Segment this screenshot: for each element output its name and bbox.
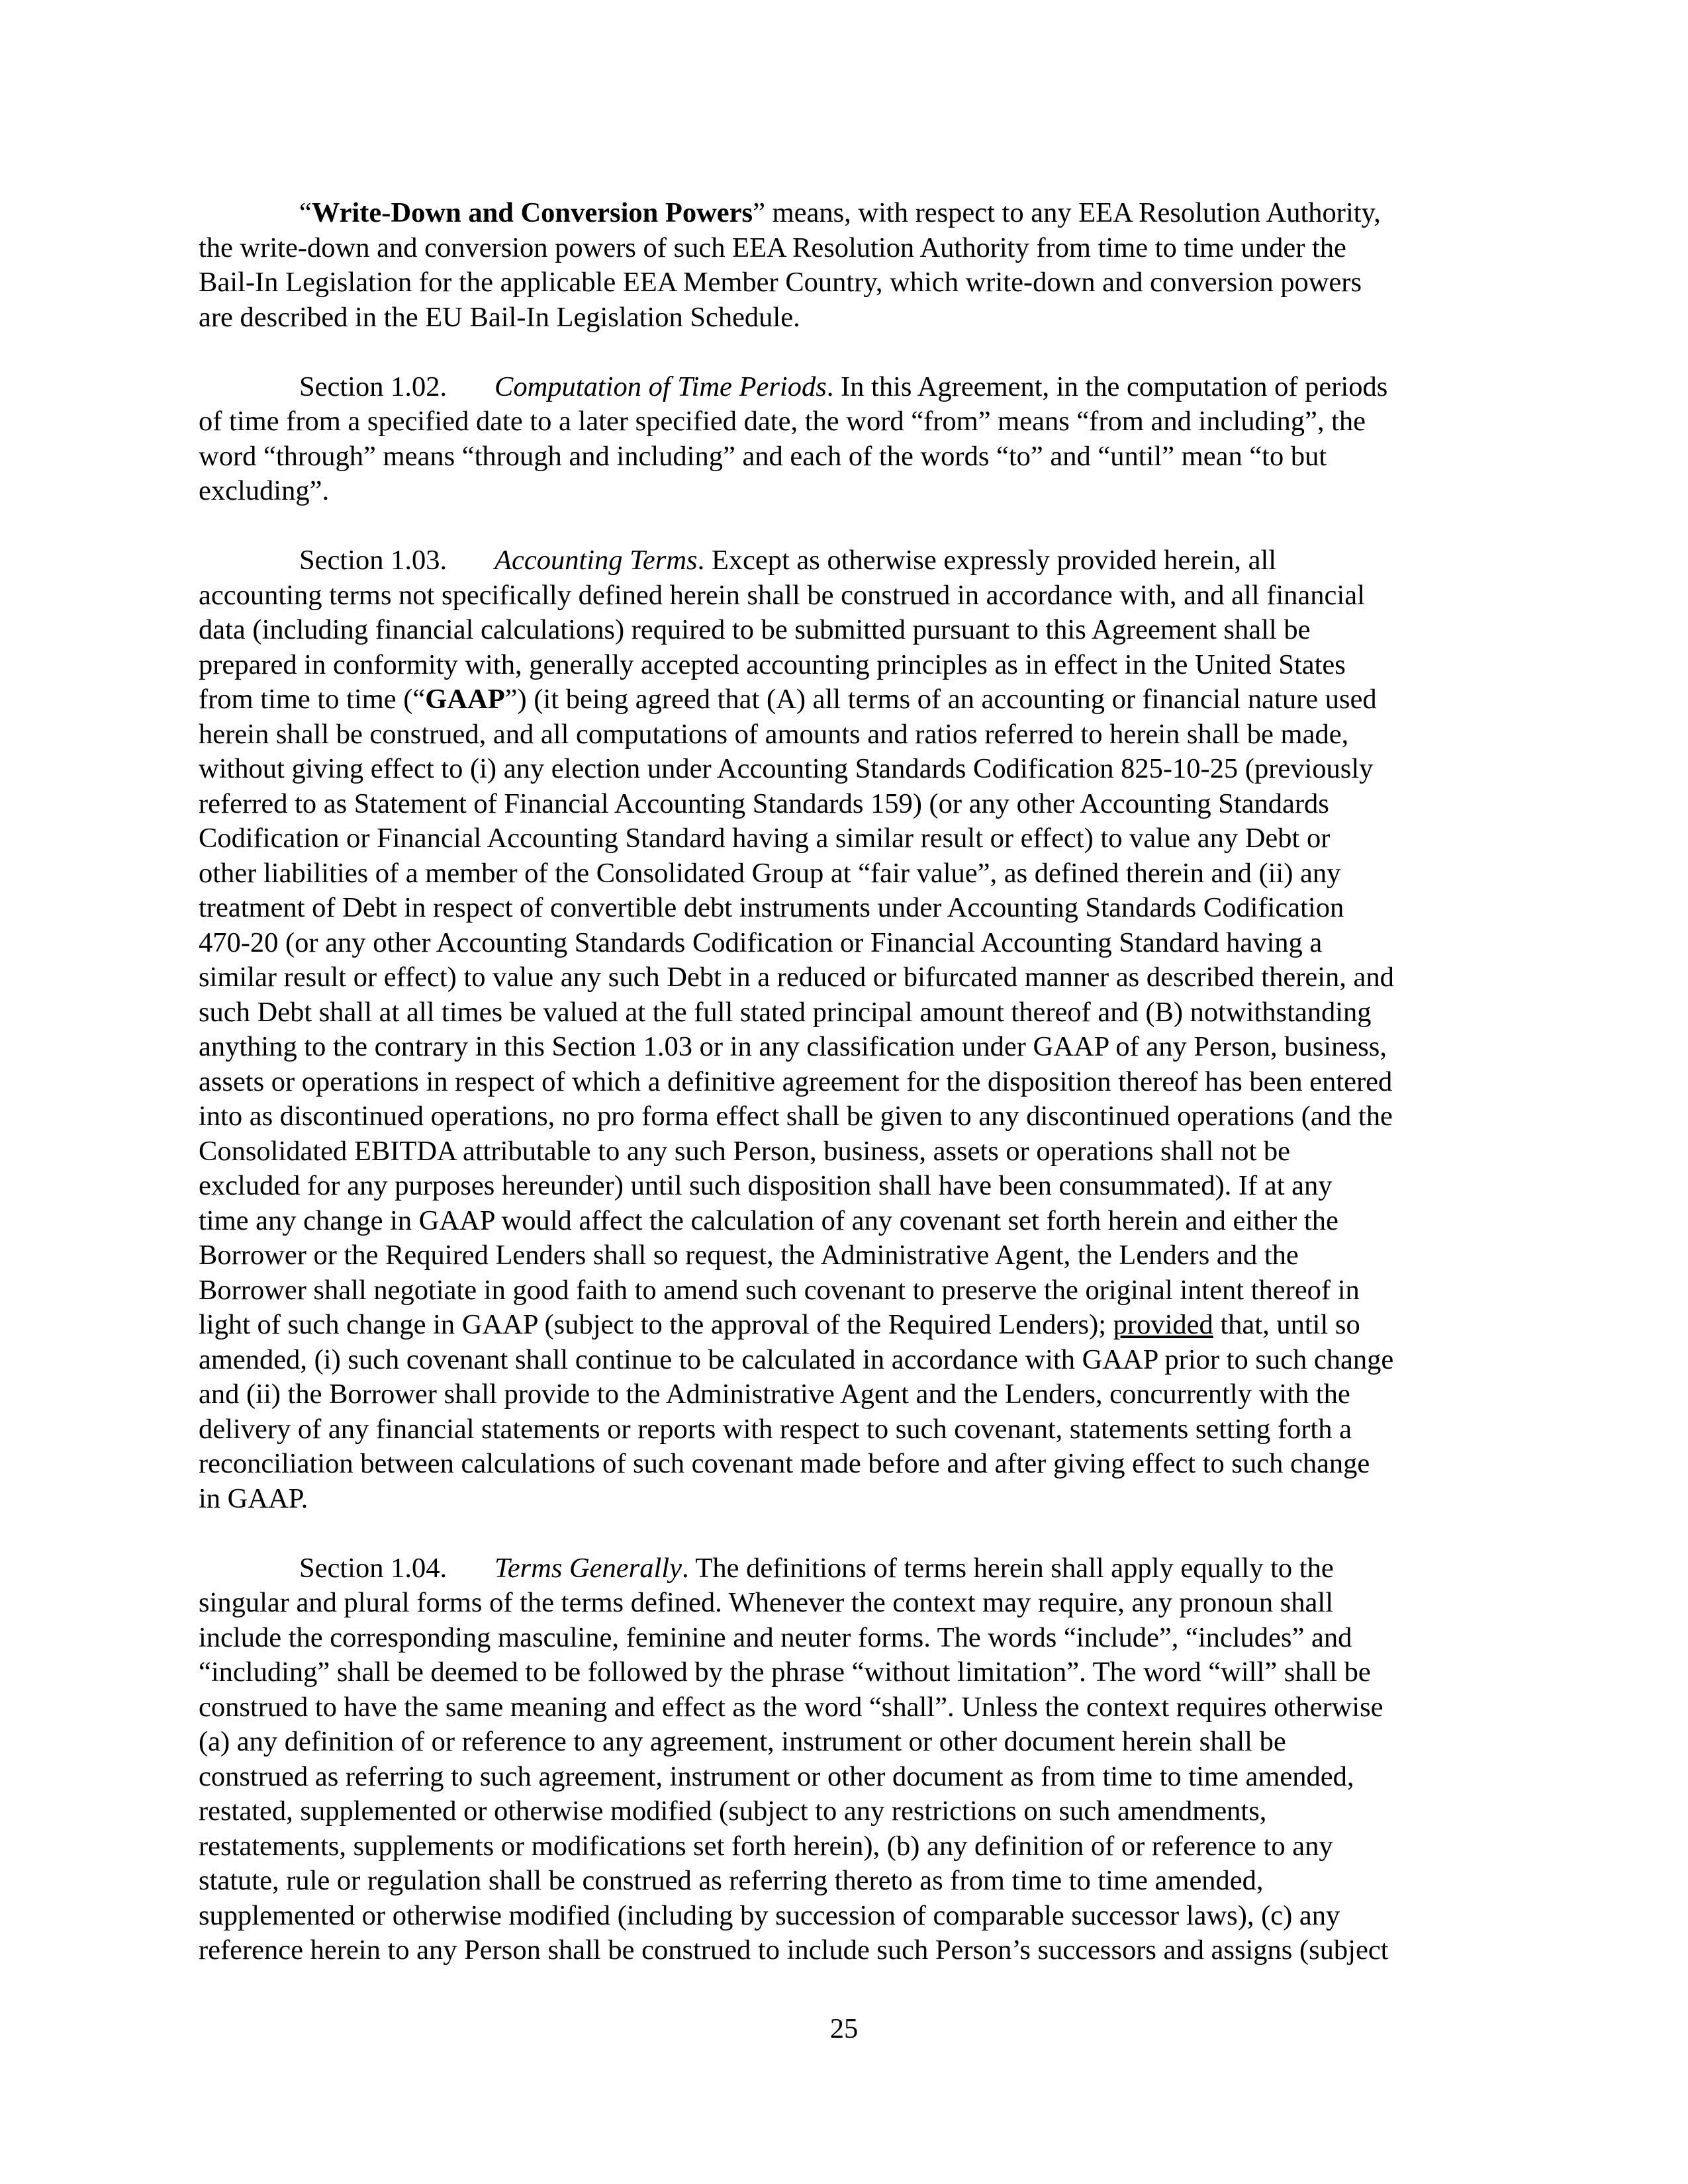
text-line: include the corresponding masculine, feminine and neuter forms. The words “include”, “includes” and bbox=[199, 1621, 1352, 1653]
text-line: 470-20 (or any other Accounting Standards Codification or Financial Accounting Standard having a bbox=[199, 927, 1323, 958]
page-number: 25 bbox=[829, 2013, 859, 2044]
text-line: statute, rule or regulation shall be construed as referring thereto as from time to time amended, bbox=[199, 1865, 1264, 1896]
text-line: singular and plural forms of the terms defined. Whenever the context may require, any pronoun shall bbox=[199, 1587, 1334, 1618]
text-line: reference herein to any Person shall be construed to include such Person’s successors and assigns (subject bbox=[199, 1934, 1389, 1966]
text-line: referred to as Statement of Financial Accounting Standards 159) (or any other Accounting Standards bbox=[199, 788, 1329, 819]
text-run: ” means, with respect to any EEA Resolution Authority, bbox=[753, 197, 1381, 228]
text-line: accounting terms not specifically defined herein shall be construed in accordance with, and all financial bbox=[199, 579, 1365, 611]
section-1-02 bbox=[199, 370, 1489, 509]
text-run: ”) (it being agreed that (A) all terms of an accounting or financial nature used bbox=[504, 684, 1377, 715]
text-line bbox=[199, 1308, 1489, 1343]
open-quote: “ bbox=[299, 197, 312, 228]
text-line: Codification or Financial Accounting Standard having a similar result or effect) to value any Debt or bbox=[199, 823, 1331, 854]
section-1-03 bbox=[199, 543, 1489, 1516]
text-line bbox=[199, 370, 1489, 405]
text-line: herein shall be construed, and all computations of amounts and ratios referred to herein shall be made, bbox=[199, 718, 1349, 750]
text-line: other liabilities of a member of the Consolidated Group at “fair value”, as defined therein and (ii) any bbox=[199, 857, 1341, 889]
text-run: from time to time (“ bbox=[199, 684, 426, 715]
text-line: prepared in conformity with, generally accepted accounting principles as in effect in the United States bbox=[199, 649, 1346, 680]
text-line: similar result or effect) to value any such Debt in a reduced or bifurcated manner as described therein, and bbox=[199, 962, 1394, 993]
text-line: (a) any definition of or reference to any agreement, instrument or other document herein shall be bbox=[199, 1726, 1286, 1757]
section-title: Terms Generally bbox=[494, 1552, 682, 1584]
text-line: assets or operations in respect of which a definitive agreement for the disposition thereof has been entered bbox=[199, 1066, 1393, 1097]
text-line: data (including financial calculations) required to be submitted pursuant to this Agreement shall be bbox=[199, 614, 1311, 645]
text-line: into as discontinued operations, no pro forma effect shall be given to any discontinued operations (and the bbox=[199, 1101, 1393, 1132]
text-run: . Except as otherwise expressly provided herein, all bbox=[697, 545, 1277, 576]
text-line: treatment of Debt in respect of convertible debt instruments under Accounting Standards Codification bbox=[199, 892, 1344, 923]
text-run: that, until so bbox=[1213, 1309, 1360, 1340]
text-line: supplemented or otherwise modified (including by succession of comparable successor laws), (c) any bbox=[199, 1899, 1340, 1931]
text-run: light of such change in GAAP (subject to the approval of the Required Lenders); bbox=[199, 1309, 1113, 1340]
text-line: without giving effect to (i) any election under Accounting Standards Codification 825-10-25 (previously bbox=[199, 753, 1374, 784]
section-title: Computation of Time Periods bbox=[494, 371, 827, 402]
text-line: restated, supplemented or otherwise modified (subject to any restrictions on such amendments, bbox=[199, 1796, 1267, 1827]
text-line: time any change in GAAP would affect the calculation of any covenant set forth herein and either the bbox=[199, 1205, 1338, 1236]
definition-write-down-and-conversion-powers bbox=[199, 196, 1489, 335]
text-line: word “through” means “through and including” and each of the words “to” and “until” mean “to but bbox=[199, 440, 1327, 472]
text-line: construed as referring to such agreement, instrument or other document as from time to time amended, bbox=[199, 1760, 1354, 1792]
text-line bbox=[199, 196, 1489, 231]
text-line: excluded for any purposes hereunder) until such disposition shall have been consummated). If at any bbox=[199, 1170, 1333, 1201]
text-line: delivery of any financial statements or reports with respect to such covenant, statements setting forth a bbox=[199, 1413, 1352, 1445]
section-number: Section 1.03. bbox=[299, 545, 447, 576]
text-line: such Debt shall at all times be valued at the full stated principal amount thereof and (B) notwithstanding bbox=[199, 996, 1372, 1028]
section-title: Accounting Terms bbox=[494, 545, 698, 576]
section-1-04 bbox=[199, 1551, 1489, 1968]
provided-term: provided bbox=[1113, 1309, 1213, 1340]
text-line: the write-down and conversion powers of such EEA Resolution Authority from time to time under the bbox=[199, 232, 1346, 263]
text-line: in GAAP. bbox=[199, 1482, 308, 1514]
document-page bbox=[199, 196, 1489, 2003]
defined-term-gaap: GAAP bbox=[425, 684, 505, 715]
text-line: anything to the contrary in this Section 1.03 or in any classification under GAAP of any Person, business, bbox=[199, 1031, 1387, 1062]
text-run: . In this Agreement, in the computation of periods bbox=[826, 371, 1388, 402]
text-line: Bail-In Legislation for the applicable EEA Member Country, which write-down and conversion powers bbox=[199, 267, 1362, 298]
text-line: restatements, supplements or modifications set forth herein), (b) any definition of or reference to any bbox=[199, 1830, 1333, 1862]
text-line: excluding”. bbox=[199, 475, 330, 506]
text-line: Consolidated EBITDA attributable to any such Person, business, assets or operations shall not be bbox=[199, 1135, 1290, 1167]
text-line: and (ii) the Borrower shall provide to the Administrative Agent and the Lenders, concurrently with the bbox=[199, 1379, 1350, 1410]
text-line bbox=[199, 543, 1489, 578]
text-line: “including” shall be deemed to be followed by the phrase “without limitation”. The word “will” shall be bbox=[199, 1657, 1371, 1688]
text-line: are described in the EU Bail-In Legislation Schedule. bbox=[199, 301, 800, 333]
text-line: construed to have the same meaning and effect as the word “shall”. Unless the context requires otherwise bbox=[199, 1691, 1383, 1723]
text-line: Borrower shall negotiate in good faith to amend such covenant to preserve the original intent thereof in bbox=[199, 1274, 1360, 1306]
text-line: reconciliation between calculations of such covenant made before and after giving effect to such change bbox=[199, 1448, 1370, 1479]
defined-term: Write-Down and Conversion Powers bbox=[311, 197, 753, 228]
section-number: Section 1.04. bbox=[299, 1552, 447, 1584]
text-line: Borrower or the Required Lenders shall so request, the Administrative Agent, the Lenders and the bbox=[199, 1240, 1299, 1271]
text-run: . The definitions of terms herein shall apply equally to the bbox=[681, 1552, 1334, 1584]
text-line bbox=[199, 682, 1489, 717]
text-line bbox=[199, 1551, 1489, 1586]
text-line: amended, (i) such covenant shall continue to be calculated in accordance with GAAP prior to such change bbox=[199, 1343, 1394, 1375]
text-line: of time from a specified date to a later specified date, the word “from” means “from and including”, the bbox=[199, 406, 1366, 437]
section-number: Section 1.02. bbox=[299, 371, 447, 402]
